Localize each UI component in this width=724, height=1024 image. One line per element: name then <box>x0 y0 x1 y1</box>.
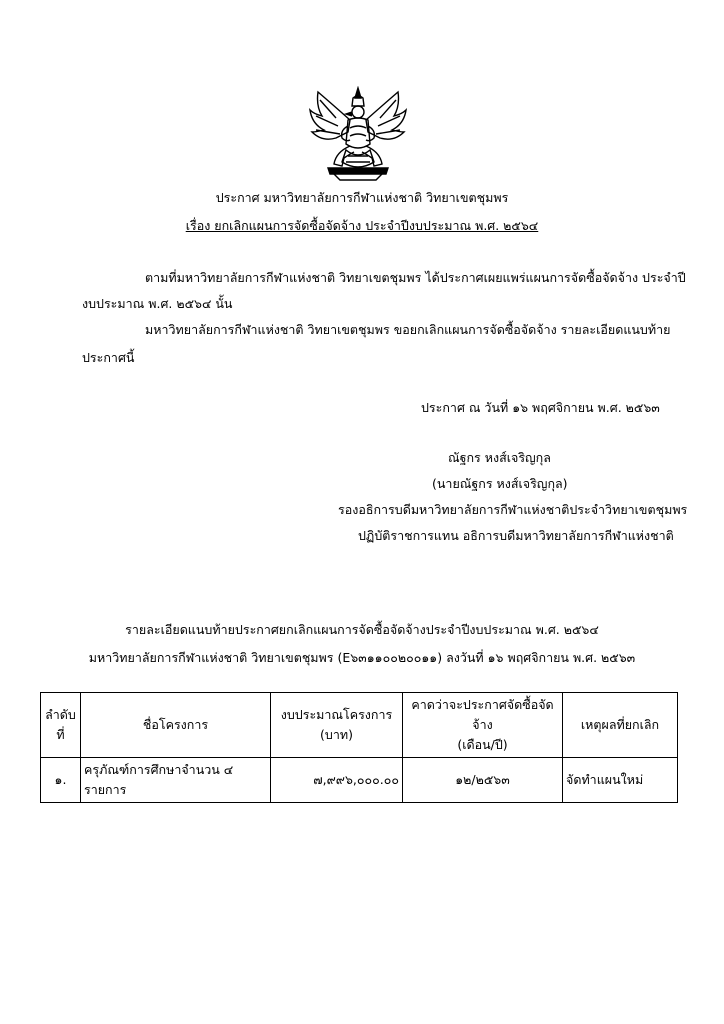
header-budget-line-1: งบประมาณโครงการ <box>280 707 393 722</box>
cell-no: ๑. <box>41 758 81 803</box>
header-expected-line-2: (เดือน/ปี) <box>457 737 508 752</box>
header-project: ชื่อโครงการ <box>81 693 271 758</box>
table-row <box>41 758 678 803</box>
signature-name: ณัฐกร หงส์เจริญกุล <box>448 450 551 465</box>
header-expected-line-1: คาดว่าจะประกาศจัดซื้อจัดจ้าง <box>411 697 554 732</box>
announcement-subject <box>0 216 724 236</box>
cell-project: ครุภัณฑ์การศึกษาจำนวน ๔ รายการ <box>81 758 271 803</box>
signer-full-name: (นายณัฐกร หงส์เจริญกุล) <box>432 476 568 491</box>
project-table <box>40 692 678 803</box>
announcement-title: ประกาศ มหาวิทยาลัยการกีฬาแห่งชาติ วิทยาเขตชุมพร <box>215 190 509 205</box>
cell-expected: ๑๒/๒๕๖๓ <box>403 758 563 803</box>
body-paragraph-2-line-1: มหาวิทยาลัยการกีฬาแห่งชาติ วิทยาเขตชุมพร ขอยกเลิกแผนการจัดซื้อจัดจ้าง รายละเอียดแนบท้าย <box>145 322 671 337</box>
body-paragraph-1-line-1: ตามที่มหาวิทยาลัยการกีฬาแห่งชาติ วิทยาเขตชุมพร ได้ประกาศเผยแพร่แผนการจัดซื้อจัดจ้าง ประจำปี <box>145 270 686 285</box>
header-no-line-2: ที่ <box>56 727 65 742</box>
header-no <box>41 693 81 758</box>
header-budget <box>271 693 403 758</box>
body-paragraph-1-line-2: งบประมาณ พ.ศ. ๒๕๖๔ นั้น <box>82 296 233 311</box>
body-paragraph-2-line-2: ประกาศนี้ <box>82 350 135 365</box>
cell-budget: ๗,๙๙๖,๐๐๐.๐๐ <box>271 758 403 803</box>
attachment-title-line-1: รายละเอียดแนบท้ายประกาศยกเลิกแผนการจัดซื้อจัดจ้างประจำปีงบประมาณ พ.ศ. ๒๕๖๔ <box>125 622 599 637</box>
header-reason: เหตุผลที่ยกเลิก <box>563 693 678 758</box>
table-header-row <box>41 693 678 758</box>
attachment-title-line-2: มหาวิทยาลัยการกีฬาแห่งชาติ วิทยาเขตชุมพร (E๖๓๑๑๐๐๒๐๐๑๑) ลงวันที่ ๑๖ พฤศจิกายน พ.ศ. ๒๕๖๓ <box>88 650 636 665</box>
header-budget-line-2: (บาท) <box>320 727 353 742</box>
subject-text: เรื่อง ยกเลิกแผนการจัดซื้อจัดจ้าง ประจำปีงบประมาณ พ.ศ. ๒๕๖๔ <box>185 218 539 233</box>
signer-position-2: ปฏิบัติราชการแทน อธิการบดีมหาวิทยาลัยการกีฬาแห่งชาติ <box>358 528 674 543</box>
announcement-date: ประกาศ ณ วันที่ ๑๖ พฤศจิกายน พ.ศ. ๒๕๖๓ <box>421 400 660 415</box>
signer-position-1: รองอธิการบดีมหาวิทยาลัยการกีฬาแห่งชาติประจำวิทยาเขตชุมพร <box>338 502 688 517</box>
header-no-line-1: ลำดับ <box>45 707 76 722</box>
header-expected <box>403 693 563 758</box>
cell-reason: จัดทำแผนใหม่ <box>563 758 678 803</box>
garuda-emblem <box>306 86 410 182</box>
